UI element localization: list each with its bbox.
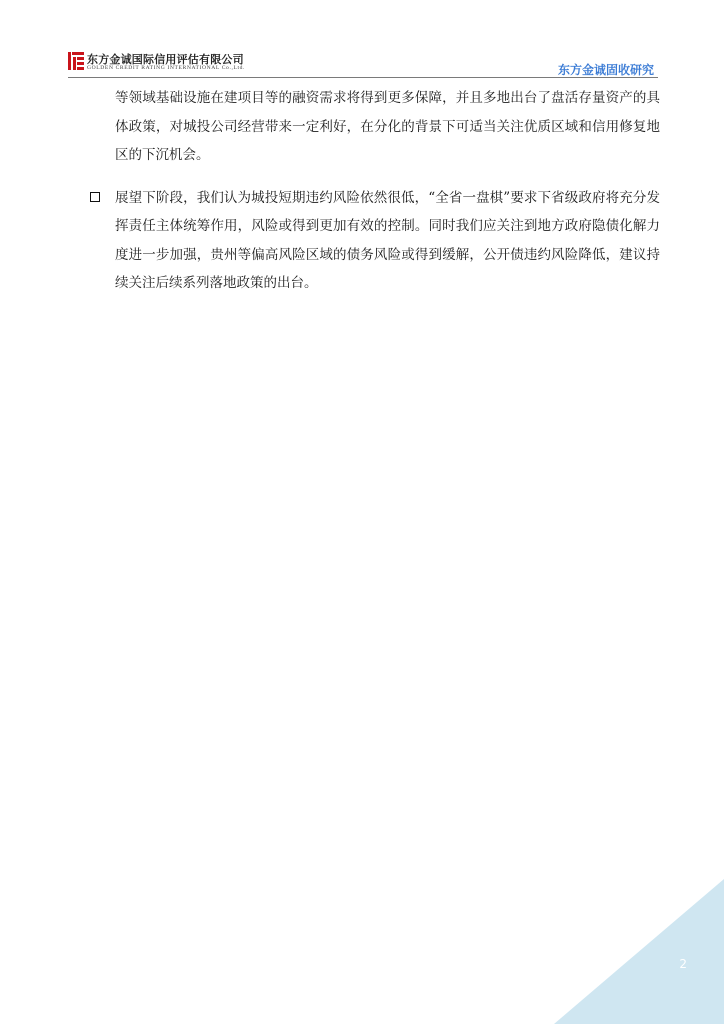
page-header xyxy=(68,50,658,78)
square-bullet-icon xyxy=(90,192,100,202)
company-logo-icon xyxy=(68,52,84,70)
bullet-paragraph: 展望下阶段，我们认为城投短期违约风险依然很低，“全省一盘棋”要求下省级政府将充分发挥责任主体统筹作用，风险或得到更加有效的控制。同时我们应关注到地方政府隐债化解力度进一步加强，贵州等偏高风险区域的债务风险或得到缓解，公开债违约风险降低，建议持续关注后续系列落地政策的出台。 xyxy=(115,189,660,291)
page-number: 2 xyxy=(679,957,687,971)
document-body xyxy=(90,84,660,298)
corner-decoration xyxy=(554,879,724,1024)
continuation-paragraph: 等领域基础设施在建项目等的融资需求将得到更多保障，并且多地出台了盘活存量资产的具体政策，对城投公司经营带来一定利好，在分化的背景下可适当关注优质区域和信用修复地区的下沉机会。 xyxy=(115,90,660,163)
bullet-item xyxy=(90,184,660,298)
section-title: 东方金诚固收研究 xyxy=(557,63,654,77)
header-divider xyxy=(68,77,658,78)
company-name-en: GOLDEN CREDIT RATING INTERNATIONAL Co.,Ltd. xyxy=(87,65,246,71)
company-name-cn: 东方金诚国际信用评估有限公司 xyxy=(87,53,244,66)
